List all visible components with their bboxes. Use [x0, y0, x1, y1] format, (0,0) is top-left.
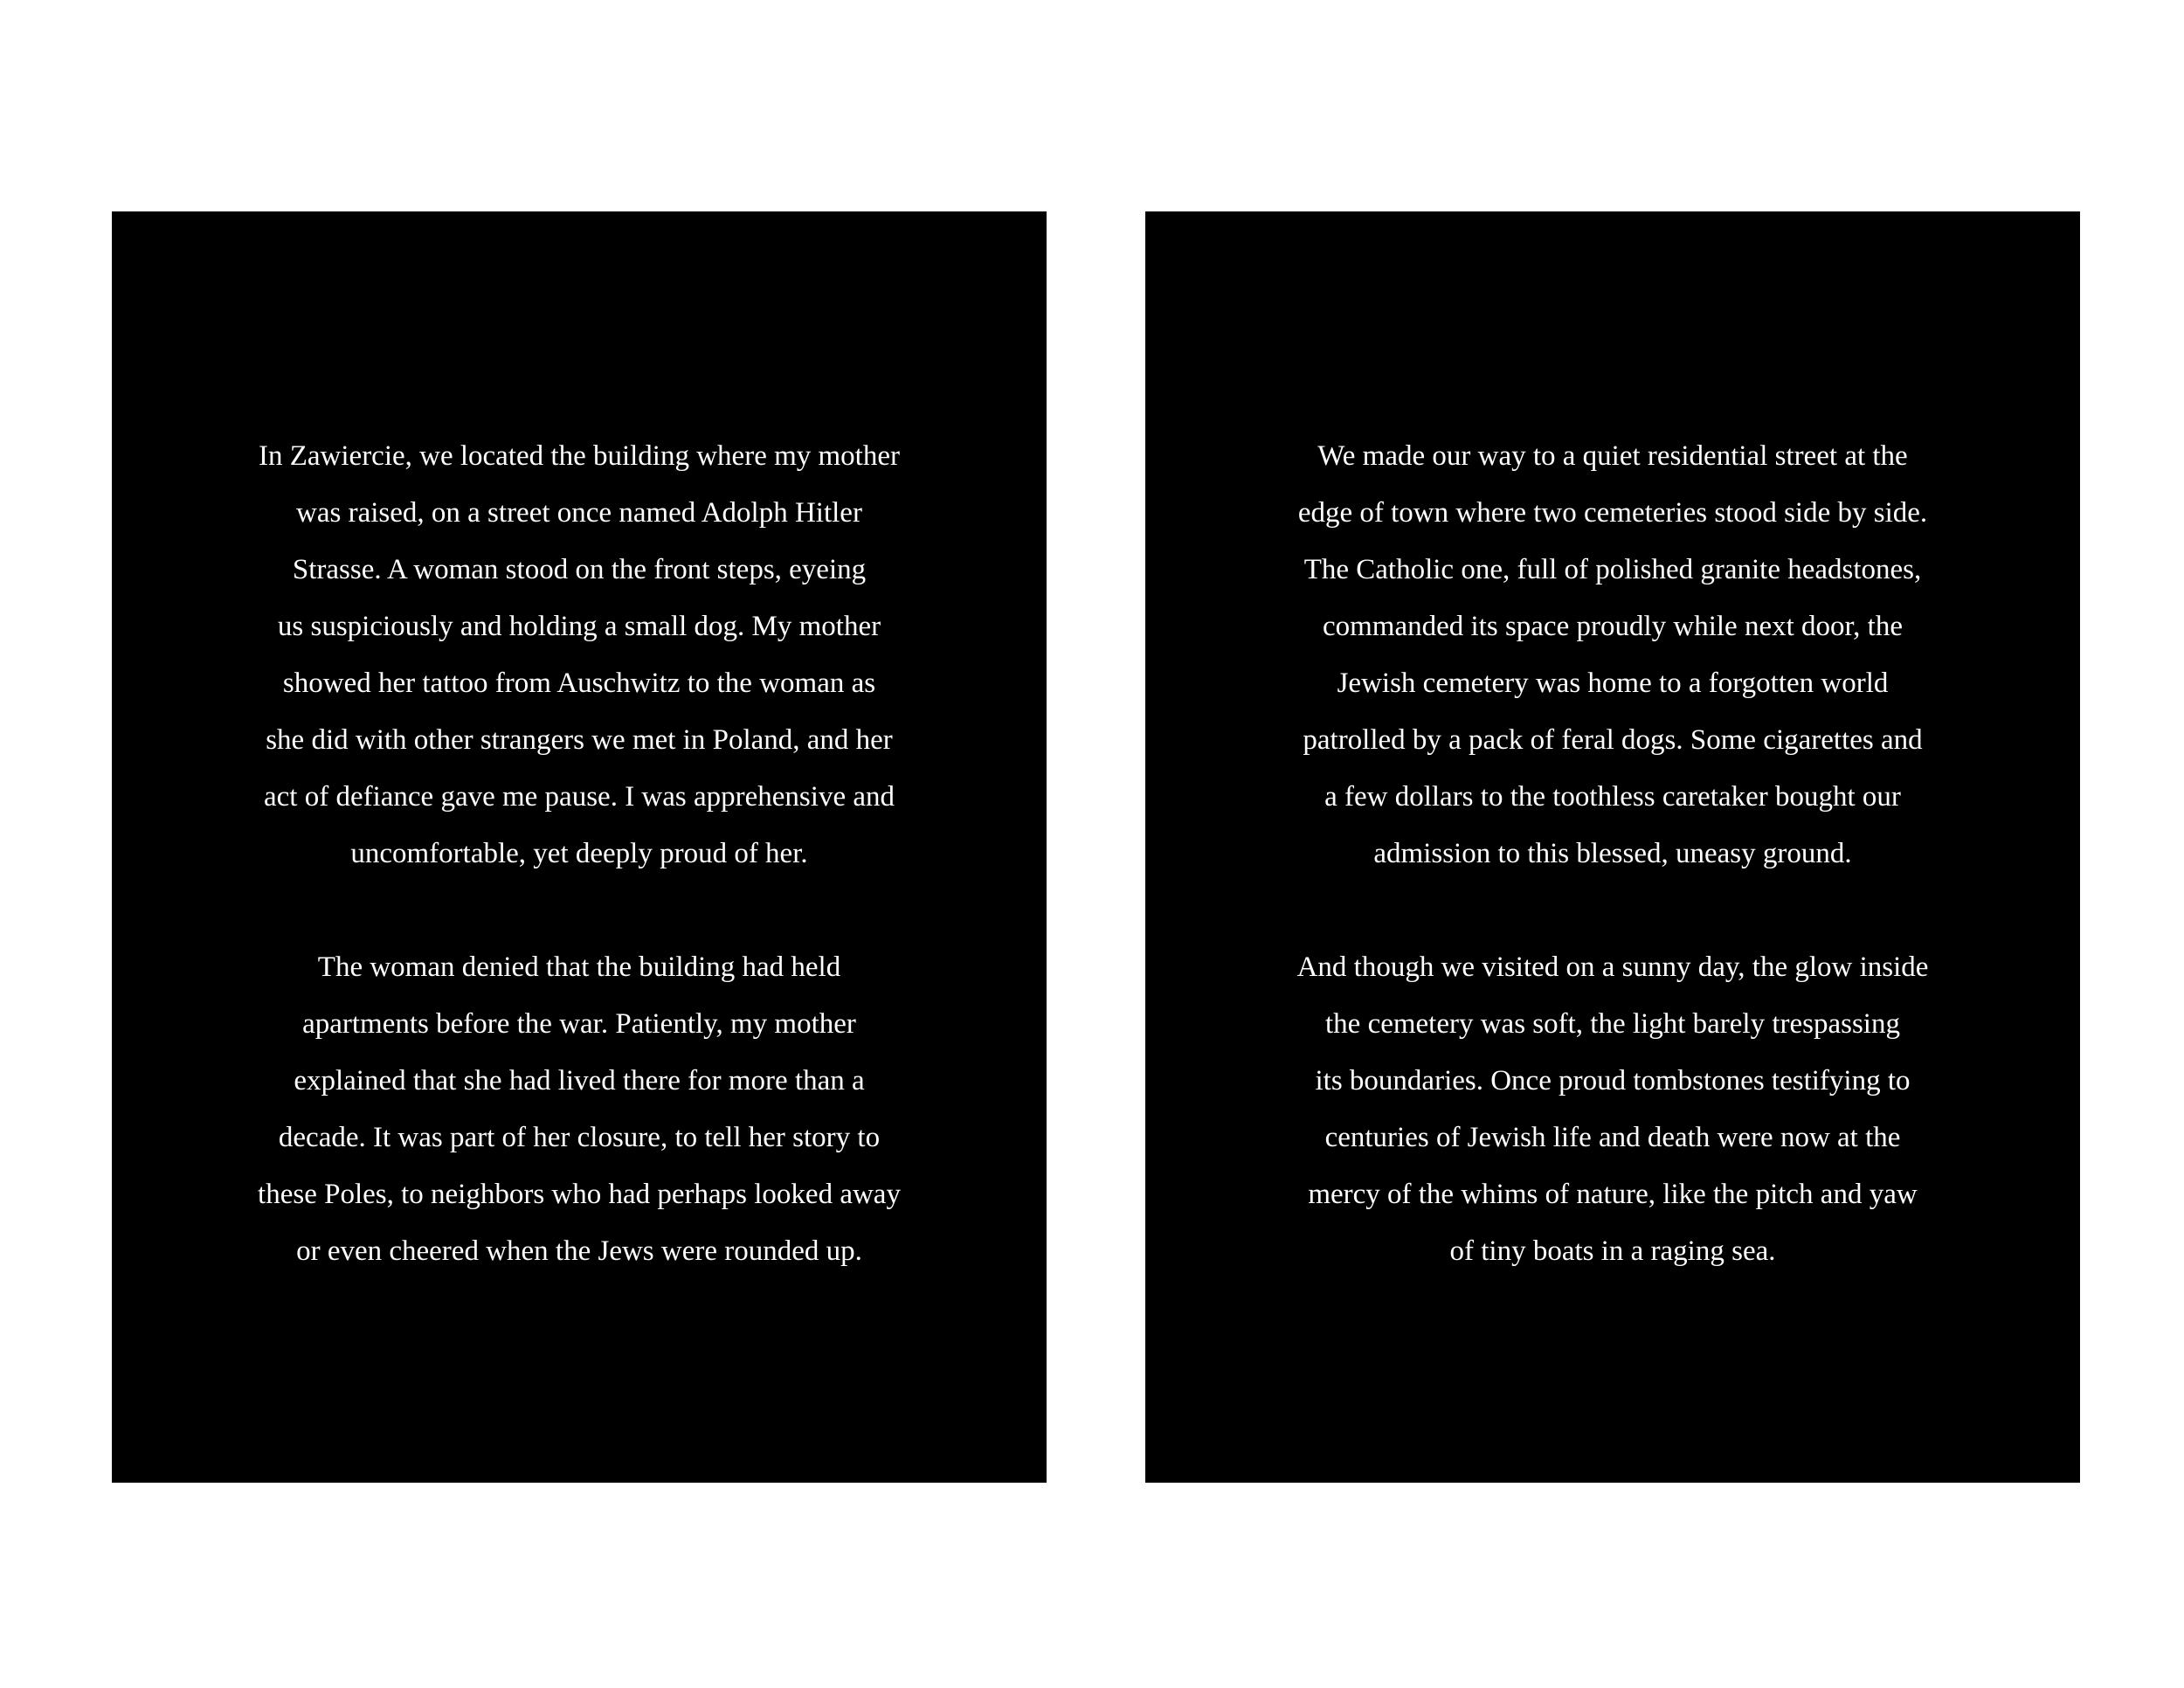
text-line: patrolled by a pack of feral dogs. Some cigarettes and — [1303, 724, 1923, 756]
right-page-text — [1237, 428, 1988, 1280]
right-paragraph-1 — [1237, 428, 1988, 882]
text-line: decade. It was part of her closure, to tell her story to — [278, 1122, 881, 1153]
text-line: In Zawiercie, we located the building where my mother — [259, 440, 900, 472]
left-page-text — [204, 428, 955, 1280]
text-line: showed her tattoo from Auschwitz to the woman as — [282, 668, 876, 699]
text-line: We made our way to a quiet residential street at the — [1317, 440, 1908, 472]
text-line: us suspiciously and holding a small dog. My mother — [277, 611, 881, 642]
text-line: act of defiance gave me pause. I was apprehensive and — [264, 781, 895, 813]
text-line: And though we visited on a sunny day, the glow inside — [1296, 951, 1929, 983]
left-paragraph-2 — [204, 939, 955, 1280]
left-paragraph-1 — [204, 428, 955, 882]
text-line: these Poles, to neighbors who had perhaps looked away — [258, 1179, 901, 1210]
text-line: or even cheered when the Jews were rounded up. — [296, 1235, 862, 1267]
text-line: Strasse. A woman stood on the front steps, eyeing — [292, 554, 867, 585]
text-line: mercy of the whims of nature, like the pitch and yaw — [1308, 1179, 1918, 1210]
text-line: its boundaries. Once proud tombstones testifying to — [1315, 1065, 1911, 1097]
left-page — [112, 211, 1047, 1483]
text-line: centuries of Jewish life and death were now at the — [1324, 1122, 1901, 1153]
text-line: uncomfortable, yet deeply proud of her. — [350, 838, 808, 869]
text-line: she did with other strangers we met in Poland, and her — [266, 724, 893, 756]
text-line: commanded its space proudly while next door, the — [1322, 611, 1903, 642]
text-line: of tiny boats in a raging sea. — [1449, 1235, 1776, 1267]
text-line: a few dollars to the toothless caretaker bought our — [1324, 781, 1901, 813]
text-line: the cemetery was soft, the light barely trespassing — [1325, 1008, 1900, 1040]
text-line: Jewish cemetery was home to a forgotten world — [1337, 668, 1889, 699]
text-line: was raised, on a street once named Adolph Hitler — [296, 497, 862, 529]
text-line: admission to this blessed, uneasy ground. — [1373, 838, 1852, 869]
right-paragraph-2 — [1237, 939, 1988, 1280]
text-line: apartments before the war. Patiently, my mother — [302, 1008, 856, 1040]
text-line: The woman denied that the building had held — [317, 951, 841, 983]
text-line: explained that she had lived there for more than a — [294, 1065, 865, 1097]
text-line: The Catholic one, full of polished granite headstones, — [1303, 554, 1922, 585]
right-page — [1145, 211, 2080, 1483]
text-line: edge of town where two cemeteries stood side by side. — [1297, 497, 1928, 529]
